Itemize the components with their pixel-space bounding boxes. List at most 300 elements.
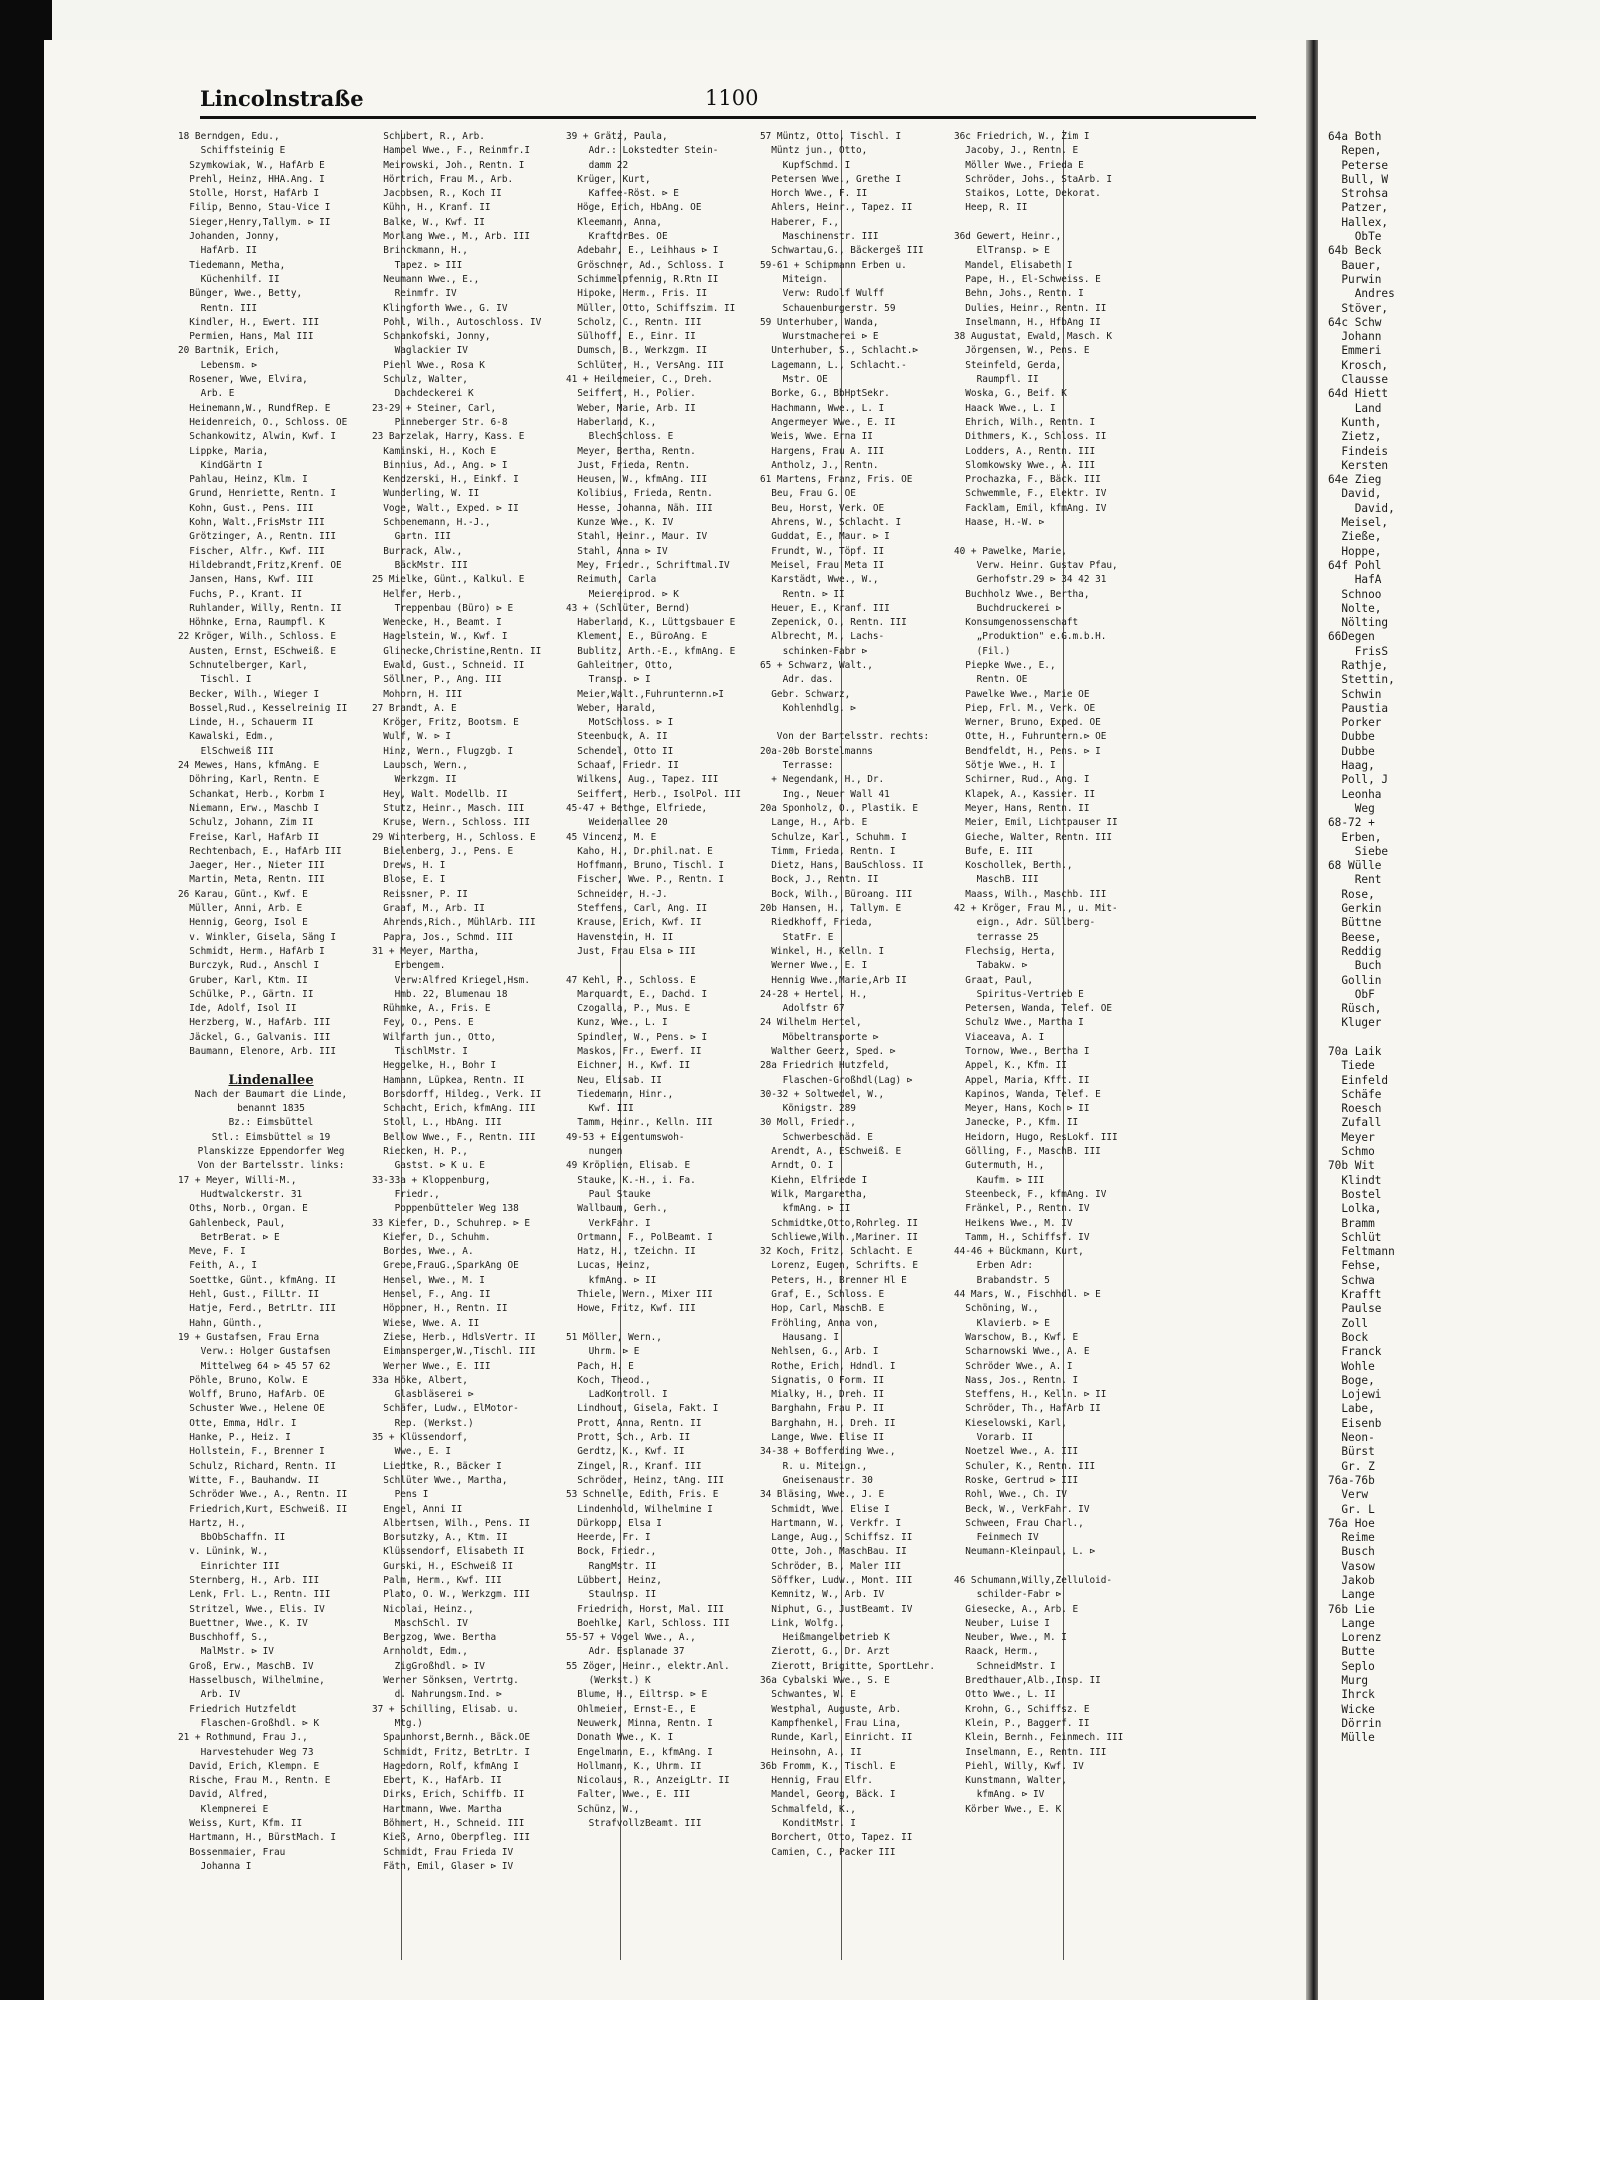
directory-entry: Hennig, Frau Elfr. [760, 1775, 873, 1787]
directory-entry: Hinz, Wern., Flugzgb. I [372, 745, 514, 757]
directory-entry: Fischer, Wwe. P., Rentn. I [566, 874, 725, 886]
directory-entry: Bramm [1328, 1216, 1375, 1230]
directory-entry: 68 Wülle [1328, 859, 1382, 873]
directory-column-4 [760, 130, 946, 1960]
directory-entry: Sieger,Henry,Tallym. ⊳ II [178, 216, 331, 228]
directory-entry: Kluger [1328, 1016, 1382, 1030]
directory-entry: Hartmann, W., Verkfr. I [760, 1517, 902, 1529]
directory-entry: kfmAng. ⊳ II [566, 1274, 657, 1286]
directory-entry: Gerdtz, K., Kwf. II [566, 1446, 685, 1458]
directory-entry: Reddig [1328, 944, 1382, 958]
directory-entry: Meyer, Hans, Koch ⊳ II [954, 1103, 1090, 1115]
directory-entry: Koschollek, Berth., [954, 860, 1073, 872]
directory-entry: 64d Hiett [1328, 387, 1389, 401]
directory-entry: Bredthauer,Alb.,Insp. II [954, 1675, 1101, 1687]
directory-entry: Königstr. 289 [760, 1103, 856, 1115]
directory-entry: Gölling, F., MaschB. III [954, 1146, 1101, 1158]
directory-entry: Bergzog, Wwe. Bertha [372, 1632, 497, 1644]
directory-entry: Schmidt, Wwe. Elise I [760, 1503, 890, 1515]
directory-entry: 44 Mars, W., Fischhdl. ⊳ E [954, 1289, 1101, 1301]
directory-entry: Tabakw. ⊳ [954, 960, 1028, 972]
directory-entry: Bürst [1328, 1445, 1375, 1459]
directory-entry: Just, Frieda, Rentn. [566, 459, 691, 471]
directory-entry: Lagemann, L., Schlacht.- [760, 359, 907, 371]
directory-entry: Jansen, Hans, Kwf. III [178, 574, 314, 586]
directory-entry: Timm, Frieda, Rentn. I [760, 845, 896, 857]
directory-entry: Rosener, Wwe, Elvira, [178, 374, 308, 386]
directory-entry: VerkFahr. I [566, 1217, 651, 1229]
directory-entry: 33-33a + Kloppenburg, [372, 1174, 491, 1186]
directory-entry: Schwantes, W. E [760, 1689, 856, 1701]
directory-entry: Fränkel, P., Rentn. IV [954, 1203, 1090, 1215]
directory-entry: Lange [1328, 1588, 1375, 1602]
directory-entry: Angermeyer Wwe., E. II [760, 416, 896, 428]
directory-entry: Repen, [1328, 144, 1382, 158]
directory-entry: Haase, H.-W. ⊳ [954, 517, 1045, 529]
directory-entry: Hesse, Johanna, Näh. III [566, 502, 713, 514]
directory-entry: Nehlsen, G., Arb. I [760, 1346, 879, 1358]
directory-entry: Kohn, Walt.,FrisMstr III [178, 517, 325, 529]
directory-entry: 40 + Pawelke, Marie, [954, 545, 1067, 557]
directory-entry: Reime [1328, 1531, 1375, 1545]
directory-entry: Gneisenaustr. 30 [760, 1474, 873, 1486]
directory-entry [954, 1560, 1124, 1574]
directory-entry: Erbengem. [372, 960, 446, 972]
directory-entry: Sötje Wwe., H. I [954, 760, 1056, 772]
directory-entry: Zietz, [1328, 430, 1389, 444]
directory-entry: Rühmke, A., Fris. E [372, 1003, 491, 1015]
directory-entry: Meyer, Bertha, Rentn. [566, 445, 696, 457]
directory-entry: Klempnerei E [178, 1803, 269, 1815]
directory-entry: Pahlau, Heinz, Klm. I [178, 474, 308, 486]
directory-entry: Eichner, H., Kwf. II [566, 1060, 691, 1072]
directory-entry: Kaufm. ⊳ III [954, 1174, 1045, 1186]
directory-entry: 61 Martens, Franz, Fris. OE [760, 474, 913, 486]
directory-entry: Meve, F. I [178, 1246, 246, 1258]
directory-entry: Bendfeldt, H., Pens. ⊳ I [954, 745, 1101, 757]
directory-entry: Schröder, Th., HafArb II [954, 1403, 1101, 1415]
directory-entry: Vasow [1328, 1559, 1375, 1573]
directory-entry: Feinmech IV [954, 1532, 1039, 1544]
directory-entry: Paul Stauke [566, 1188, 651, 1200]
directory-entry: Maass, Wilh., Maschb. III [954, 888, 1107, 900]
directory-entry: Piep, Frl. M., Verk. OE [954, 702, 1096, 714]
directory-entry: Koch, Theod., [566, 1374, 651, 1386]
directory-entry: KraftdrBes. OE [566, 231, 668, 243]
directory-entry: Wilkens, Aug., Tapez. III [566, 774, 719, 786]
directory-entry: Staulnsp. II [566, 1589, 657, 1601]
directory-entry: d. Nahrungsm.Ind. ⊳ [372, 1689, 502, 1701]
directory-entry: Lange, Aug., Schiffsz. II [760, 1532, 913, 1544]
directory-entry: Krüger, Kurt, [566, 173, 651, 185]
directory-entry: 49 Kröplien, Elisab. E [566, 1160, 691, 1172]
directory-entry: 55-57 + Vogel Wwe., A., [566, 1632, 696, 1644]
directory-entry: Konsumgenossenschaft [954, 617, 1079, 629]
directory-entry: Murg [1328, 1674, 1369, 1688]
directory-entry: Uhrm. ⊳ E [566, 1346, 640, 1358]
directory-entry: Kühn, H., Kranf. II [372, 202, 491, 214]
directory-entry: Wunderling, W. II [372, 488, 480, 500]
directory-entry: Rentn. OE [954, 674, 1028, 686]
directory-entry [178, 1059, 364, 1073]
directory-entry: Kunz, Wwe., L. I [566, 1017, 668, 1029]
directory-entry: Möbeltransporte ⊳ [760, 1031, 879, 1043]
directory-entry: Pinneberger Str. 6-8 [372, 416, 508, 428]
directory-entry: Meisel, Frau Meta II [760, 559, 885, 571]
directory-entry: Schankat, Herb., Korbm I [178, 788, 325, 800]
directory-entry: Burrack, Alw., [372, 545, 463, 557]
directory-entry: Adr. Esplanade 37 [566, 1646, 685, 1658]
directory-entry: Zierott, Brigitte, SportLehr. [760, 1660, 935, 1672]
directory-entry: Werner Wwe., E. I [760, 960, 868, 972]
directory-entry: Janecke, P., Kfm. II [954, 1117, 1079, 1129]
directory-entry: Permien, Hans, Mal III [178, 331, 314, 343]
directory-entry: Thiele, Wern., Mixer III [566, 1289, 713, 1301]
directory-entry: Schröder Wwe., A., Rentn. II [178, 1489, 348, 1501]
directory-entry: Schröder, Johs., StaArb. I [954, 173, 1113, 185]
directory-entry: Lange [1328, 1616, 1375, 1630]
directory-entry: Hildebrandt,Fritz,Krenf. OE [178, 559, 342, 571]
directory-entry: Neumann Wwe., E., [372, 273, 480, 285]
directory-entry: 41 + Heilemeier, C., Dreh. [566, 374, 713, 386]
directory-entry: David, [1328, 501, 1395, 515]
section-note: Stl.: Eimsbüttel ✉ 19 [211, 1131, 331, 1143]
directory-entry: Arendt, A., ESchweiß. E [760, 1146, 902, 1158]
directory-entry: Schmalfeld, K., [760, 1803, 856, 1815]
directory-entry: Otte, H., Fuhruntern.⊳ OE [954, 731, 1107, 743]
directory-entry: Schäfer, Ludw., ElMotor- [372, 1403, 519, 1415]
directory-entry: Otte, Emma, Hdlr. I [178, 1417, 297, 1429]
directory-entry: Arndt, O. I [760, 1160, 834, 1172]
directory-entry: Möller Wwe., Frieda E [954, 159, 1084, 171]
directory-entry: Guddat, E., Maur. ⊳ I [760, 531, 890, 543]
directory-entry: Boehlke, Karl, Schloss. III [566, 1617, 730, 1629]
directory-entry: Reimuth, Carla [566, 574, 657, 586]
directory-entry: Stöver, [1328, 301, 1389, 315]
directory-entry: Büttne [1328, 916, 1382, 930]
directory-entry: Nolte, [1328, 601, 1382, 615]
directory-entry: Hehl, Gust., FilLtr. II [178, 1289, 320, 1301]
directory-entry: 64e Zieg [1328, 473, 1382, 487]
directory-entry: Tornow, Wwe., Bertha I [954, 1046, 1090, 1057]
directory-entry: (Werkst.) K [566, 1675, 651, 1687]
directory-entry: Runde, Karl, Einricht. II [760, 1732, 913, 1744]
directory-entry: Schankowitz, Alwin, Kwf. I [178, 431, 337, 443]
directory-entry: Prochazka, F., Bäck. III [954, 474, 1101, 486]
directory-entry: Stritzel, Wwe., Elis. IV [178, 1603, 325, 1615]
directory-column-2 [372, 130, 558, 1960]
directory-entry: Raack, Herm., [954, 1646, 1039, 1658]
directory-entry: StrafvollzBeamt. III [566, 1818, 702, 1830]
directory-entry: Nicolai, Heinz., [372, 1603, 474, 1615]
directory-entry: Arnholdt, Edm., [372, 1646, 468, 1658]
directory-entry: David, Erich, Klempn. E [178, 1760, 320, 1772]
directory-entry: Witte, F., Bauhandw. II [178, 1474, 320, 1486]
directory-entry: Stahl, Anna ⊳ IV [566, 545, 668, 557]
directory-entry: (Fil.) [954, 645, 1011, 657]
directory-entry: Arb. IV [178, 1689, 241, 1701]
directory-entry: Schliewe,Wilh.,Mariner. II [760, 1231, 919, 1243]
directory-entry: 46 Schumann,Willy,Zelluloid- [954, 1574, 1113, 1586]
directory-entry: Schlüter Wwe., Martha, [372, 1474, 508, 1486]
directory-entry: KupfSchmd. I [760, 159, 851, 171]
directory-entry: ElTransp. ⊳ E [954, 245, 1050, 257]
directory-entry: Gruber, Karl, Ktm. II [178, 974, 308, 986]
directory-entry: Rothe, Erich, Hdndl. I [760, 1360, 896, 1372]
directory-entry: Kruse, Wern., Schloss. III [372, 817, 531, 829]
directory-entry: Körber Wwe., E. K [954, 1803, 1062, 1815]
directory-entry: Jörgensen, W., Pens. E [954, 345, 1090, 357]
directory-entry: Schröder, Heinz, tAng. III [566, 1474, 725, 1486]
directory-entry: Flechsig, Herta, [954, 945, 1056, 957]
directory-entry: Mtg.) [372, 1717, 423, 1729]
directory-entry: 28a Friedrich Hutzfeld, [760, 1060, 890, 1072]
directory-entry: 36c Friedrich, W., Zim I [954, 131, 1090, 142]
directory-entry: Gebr. Schwarz, [760, 688, 851, 700]
directory-entry: MaschB. III [954, 874, 1039, 886]
directory-entry: Wohle [1328, 1359, 1375, 1373]
directory-entry: Lebensm. ⊳ [178, 359, 258, 371]
directory-entry: Wicke [1328, 1702, 1375, 1716]
directory-entry: Meiereiprod. ⊳ K [566, 588, 679, 600]
directory-entry: Viaceava, A. I [954, 1031, 1045, 1043]
directory-entry: Heidenreich, O., Schloss. OE [178, 416, 348, 428]
directory-entry: Otte, Joh., MaschBau. II [760, 1546, 907, 1558]
directory-entry: Giesecke, A., Arb. E [954, 1603, 1079, 1615]
directory-entry: Weis, Wwe. Erna II [760, 431, 873, 443]
directory-entry: Freise, Karl, HafArb II [178, 831, 320, 843]
directory-entry: Sülhoff, E., Einr. II [566, 331, 696, 343]
directory-entry: Liedtke, R., Bäcker I [372, 1460, 502, 1472]
directory-entry: Morlang Wwe., M., Arb. III [372, 231, 531, 243]
directory-entry: Schünz, W., [566, 1803, 640, 1815]
directory-entry: Kunstmann, Walter, [954, 1775, 1067, 1787]
directory-entry: Schiffsteinig E [178, 145, 286, 157]
directory-entry: Weber, Harald, [566, 702, 657, 714]
directory-entry: Piehl Wwe., Rosa K [372, 359, 485, 371]
directory-entry: Hey, Walt. Modellb. II [372, 788, 508, 800]
directory-entry: Rep. (Werkst.) [372, 1417, 474, 1429]
directory-entry: Kindler, H., Ewert. III [178, 316, 320, 328]
directory-entry: Wolff, Bruno, HafArb. OE [178, 1389, 325, 1401]
directory-entry: Westphal, Auguste, Arb. [760, 1703, 902, 1715]
directory-entry: v. Winkler, Gisela, Säng I [178, 931, 337, 943]
directory-entry: Johanden, Jonny, [178, 231, 280, 243]
directory-entry: Krafft [1328, 1288, 1382, 1302]
directory-entry: Balke, W., Kwf. II [372, 216, 485, 228]
directory-entry: Jäckel, G., Galvanis. III [178, 1031, 331, 1043]
directory-entry: Hennig, Georg, Isol E [178, 917, 308, 929]
directory-entry: Klapek, A., Kassier. II [954, 788, 1096, 800]
directory-entry: Lodders, A., Rentn. III [954, 445, 1096, 457]
directory-entry: Unterhuber, S., Schlacht.⊳ [760, 345, 919, 357]
directory-entry: Steffens, H., Kelln. ⊳ II [954, 1389, 1107, 1401]
directory-entry: Neuwerk, Minna, Rentn. I [566, 1717, 713, 1729]
directory-entry: HafArb. II [178, 245, 258, 257]
directory-entry: Prehl, Heinz, HHA.Ang. I [178, 173, 325, 185]
directory-entry: 45-47 + Bethge, Elfriede, [566, 802, 708, 814]
directory-entry: Feith, A., I [178, 1260, 258, 1272]
directory-entry: Schmidt, Frau Frieda IV [372, 1846, 514, 1858]
directory-entry: Friedr., [372, 1188, 440, 1200]
directory-entry: Dumsch, B., Werkzgm. II [566, 345, 708, 357]
directory-entry: „Produktion" e.G.m.b.H. [954, 631, 1107, 643]
directory-entry: 38 Augustat, Ewald, Masch. K [954, 331, 1113, 343]
directory-entry: Noetzel Wwe., A. III [954, 1446, 1079, 1458]
directory-entry: Schauenburgerstr. 59 [760, 302, 896, 314]
section-note: Nach der Baumart die Linde, [194, 1088, 348, 1100]
directory-entry: Schnutelberger, Karl, [178, 659, 308, 671]
directory-entry: Kunth, [1328, 415, 1382, 429]
directory-entry: Mohorn, H. III [372, 688, 463, 700]
directory-entry: nungen [566, 1146, 623, 1158]
directory-entry: Kawalski, Edm., [178, 731, 274, 743]
directory-entry: Heißmangelbetrieb K [760, 1632, 890, 1644]
directory-entry: Flaschen-Großhdl(Lag) ⊳ [760, 1074, 913, 1086]
directory-entry: Bossenmaier, Frau [178, 1846, 286, 1858]
directory-entry: Heusen, W., kfmAng. III [566, 474, 708, 486]
directory-entry: Mittelweg 64 ⊳ 45 57 62 [178, 1360, 331, 1372]
directory-entry: Wenecke, H., Beamt. I [372, 617, 502, 629]
directory-entry: 34 Bläsing, Wwe., J. E [760, 1489, 885, 1501]
directory-entry: Labe, [1328, 1402, 1375, 1416]
directory-entry: 45 Vincenz, M. E [566, 831, 657, 843]
directory-entry: Helfer, Herb., [372, 588, 463, 600]
directory-entry: Grötzinger, A., Rentn. III [178, 531, 337, 543]
directory-entry: Borsdorff, Hildeg., Verk. II [372, 1088, 542, 1100]
directory-entry: Brabandstr. 5 [954, 1274, 1050, 1286]
directory-entry: Barghahn, H., Dreh. II [760, 1417, 896, 1429]
directory-entry: Dubbe [1328, 744, 1375, 758]
directory-entry: Glinecke,Christine,Rentn. II [372, 645, 542, 657]
directory-entry: Buettner, Wwe., K. IV [178, 1617, 308, 1629]
directory-entry: 26 Karau, Günt., Kwf. E [178, 888, 308, 900]
directory-entry: BbObSchaffn. II [178, 1532, 286, 1544]
directory-entry: Ohlmeier, Ernst-E., E [566, 1703, 696, 1715]
directory-entry: Bielenberg, J., Pens. E [372, 845, 514, 857]
directory-entry: Hmb. 22, Blumenau 18 [372, 988, 508, 1000]
directory-entry: Siebe [1328, 844, 1389, 858]
directory-entry: Schacht, Erich, kfmAng. III [372, 1103, 536, 1115]
directory-entry: Schnoo [1328, 587, 1382, 601]
directory-entry: 59-61 + Schipmann Erben u. [760, 259, 907, 271]
directory-entry: Haack Wwe., L. I [954, 402, 1056, 414]
directory-entry: 24 Wilhelm Hertel, [760, 1017, 862, 1029]
directory-entry: Emmeri [1328, 344, 1382, 358]
directory-entry: Heinsohn, A., II [760, 1746, 862, 1758]
directory-entry: Hatz, H., tZeichn. II [566, 1246, 696, 1258]
directory-entry: v. Lünink, W., [178, 1546, 269, 1558]
directory-entry: Rüsch, [1328, 1002, 1382, 1016]
directory-entry: Mülle [1328, 1731, 1375, 1745]
directory-entry: kfmAng. ⊳ IV [954, 1789, 1045, 1801]
directory-entry: Dubbe [1328, 730, 1375, 744]
directory-entry: Steenbeck, F., kfmAng. IV [954, 1188, 1107, 1200]
directory-entry: Petersen Wwe., Grethe I [760, 173, 902, 185]
directory-entry: Fey, O., Pens. E [372, 1017, 474, 1029]
directory-entry: 32 Koch, Fritz, Schlacht. E [760, 1246, 913, 1258]
directory-entry: Havenstein, H. II [566, 931, 674, 943]
directory-entry: Binnius, Ad., Ang. ⊳ I [372, 459, 508, 471]
directory-entry: Dirks, Erich, Schiffb. II [372, 1789, 525, 1801]
directory-entry: ObF [1328, 987, 1375, 1001]
directory-entry: Erben, [1328, 830, 1382, 844]
directory-column-3 [566, 130, 752, 1960]
directory-entry: Laubsch, Wern., [372, 760, 468, 772]
directory-entry: Lippke, Maria, [178, 445, 269, 457]
directory-entry: Bostel [1328, 1187, 1382, 1201]
directory-entry: Stauke, K.-H., i. Fa. [566, 1174, 696, 1186]
directory-entry: Jaeger, Her., Nieter III [178, 860, 325, 872]
directory-entry: Papra, Jos., Schmd. III [372, 931, 514, 943]
directory-entry: Hagedorn, Rolf, kfmAng I [372, 1760, 519, 1772]
directory-entry: MotSchloss. ⊳ I [566, 717, 674, 729]
directory-entry: Lenk, Frl. L., Rentn. III [178, 1589, 331, 1601]
directory-entry: Niphut, G., JustBeamt. IV [760, 1603, 913, 1615]
directory-entry: Rent [1328, 873, 1382, 887]
directory-entry: 64a Both [1328, 130, 1382, 143]
directory-entry: 53 Schnelle, Edith, Fris. E [566, 1489, 719, 1501]
directory-entry: 36b Fromm, K., Tischl. E [760, 1760, 896, 1772]
directory-entry: Beu, Horst, Verk. OE [760, 502, 885, 514]
directory-entry: Hartmann, H., BürstMach. I [178, 1832, 337, 1844]
directory-entry: Fuchs, P., Krant. II [178, 588, 303, 600]
directory-entry: Schulz Wwe., Martha I [954, 1017, 1084, 1029]
directory-entry: Hartmann, Wwe. Martha [372, 1803, 502, 1815]
directory-entry: Peters, H., Brenner Hl E [760, 1274, 907, 1286]
directory-entry: 44-46 + Bückmann, Kurt, [954, 1246, 1084, 1258]
directory-entry: Roske, Gertrud ⊳ III [954, 1474, 1079, 1486]
directory-entry: Kiefer, D., Schuhm. [372, 1231, 491, 1243]
directory-entry: Klingforth Wwe., G. IV [372, 302, 508, 314]
directory-entry: Burczyk, Rud., Anschl I [178, 960, 320, 972]
directory-entry: Neumann-Kleinpaul, L. ⊳ [954, 1546, 1096, 1558]
directory-entry: Weiss, Kurt, Kfm. II [178, 1818, 303, 1830]
directory-entry: Nicolaus, R., AnzeigLtr. II [566, 1775, 730, 1787]
directory-entry: Verw. Heinr. Gustav Pfau, [954, 559, 1118, 571]
directory-entry: Adolfstr 67 [760, 1003, 845, 1015]
directory-entry: HafA [1328, 573, 1382, 587]
facing-page-column [1328, 130, 1598, 1960]
directory-entry: 31 + Meyer, Martha, [372, 945, 480, 957]
directory-entry: Jacoby, J., Rentn. E [954, 145, 1079, 157]
directory-entry: Kieß, Arno, Oberpfleg. III [372, 1832, 531, 1844]
directory-entry: 17 + Meyer, Willi-M., [178, 1174, 297, 1186]
directory-entry: Müntz jun., Otto, [760, 145, 868, 157]
directory-entry: Harvestehuder Weg 73 [178, 1746, 314, 1758]
directory-entry: 20a-20b Borstelmanns [760, 745, 873, 757]
directory-entry: Gerhofstr.29 ⊳ 34 42 31 [954, 574, 1107, 586]
directory-entry: 36a Cybalski Wwe., S. E [760, 1675, 890, 1687]
directory-entry: Wwe., E. I [372, 1446, 452, 1458]
directory-entry: Hanke, P., Heiz. I [178, 1432, 291, 1444]
directory-entry: Gerkin [1328, 902, 1382, 916]
directory-entry: Rische, Frau M., Rentn. E [178, 1775, 331, 1787]
directory-entry: Eimansperger,W.,Tischl. III [372, 1346, 536, 1358]
directory-entry: Mey, Friedr., Schriftmal.IV [566, 559, 730, 571]
directory-entry: Schulz, Johann, Zim II [178, 817, 314, 829]
directory-entry: Zingel, R., Kranf. III [566, 1460, 702, 1472]
directory-entry: LadKontroll. I [566, 1389, 668, 1401]
directory-entry: Schwa [1328, 1273, 1375, 1287]
directory-entry: Schulze, Karl, Schuhm. I [760, 831, 907, 843]
directory-entry: Plato, O. W., Werkzgm. III [372, 1589, 531, 1601]
directory-entry: Kaffee-Röst. ⊳ E [566, 188, 679, 200]
directory-entry: Strohsa [1328, 187, 1389, 201]
directory-entry: 64b Beck [1328, 244, 1382, 258]
directory-entry: Kaho, H., Dr.phil.nat. E [566, 845, 713, 857]
directory-entry: Linde, H., Schauerm II [178, 717, 314, 729]
